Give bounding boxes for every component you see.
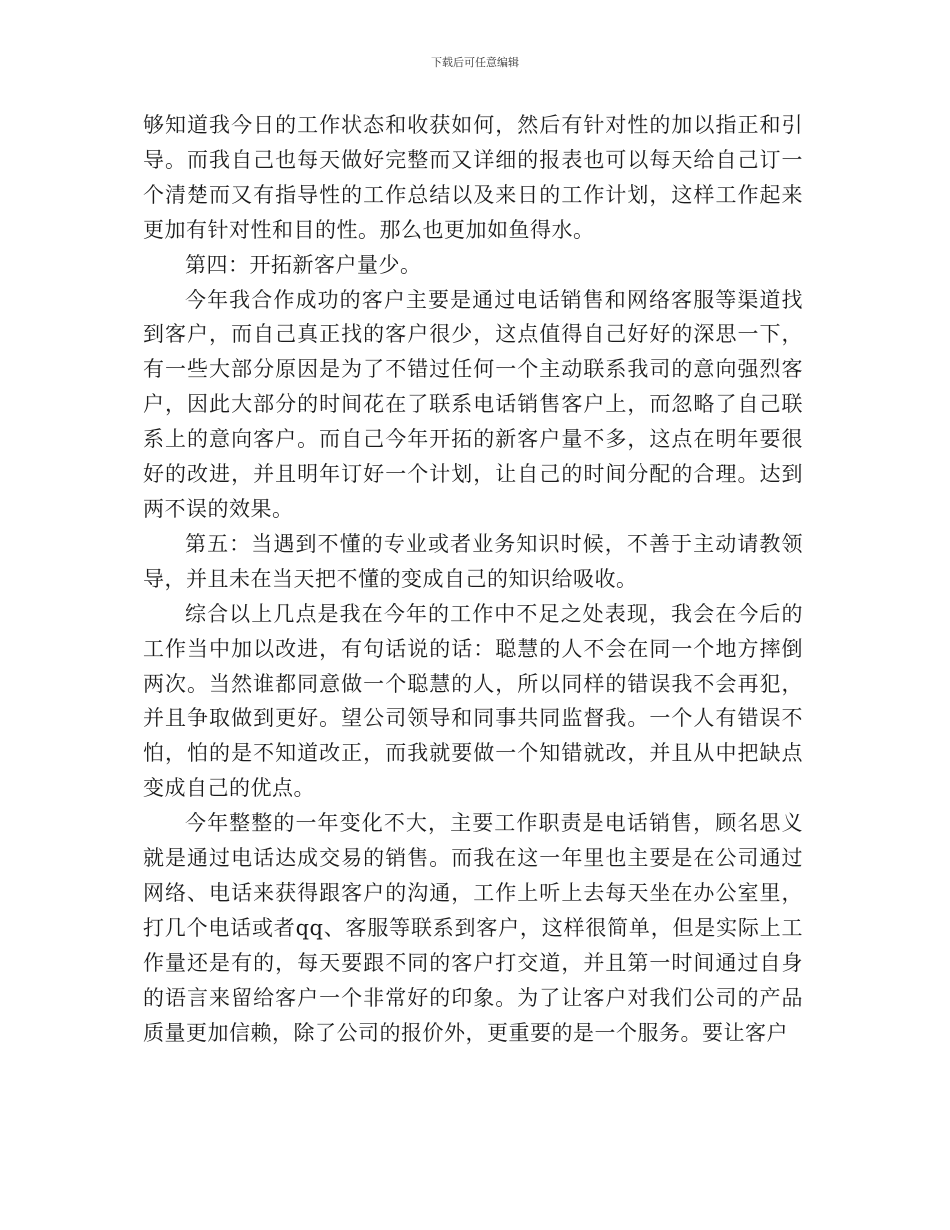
paragraph-6: 今年整整的一年变化不大，主要工作职责是电话销售，顾名思义就是通过电话达成交易的销售。而我在这一年里也主要是在公司通过网络、电话来获得跟客户的沟通，工作上听上去每天坐在办公室里，打几个电话或者qq、客服等联系到客户，这样很简单，但是实际上工作量还是有的，每天要跟不同的客户打交道，并且第一时间通过自身的语言来留给客户一个非常好的印象。为了让客户对我们公司的产品质量更加信赖，除了公司的报价外，更重要的是一个服务。要让客户 [143, 811, 803, 1045]
paragraph-5: 综合以上几点是我在今年的工作中不足之处表现，我会在今后的工作当中加以改进，有句话说的话：聪慧的人不会在同一个地方摔倒两次。当然谁都同意做一个聪慧的人，所以同样的错误我不会再犯，并且争取做到更好。望公司领导和同事共同监督我。一个人有错误不怕，怕的是不知道改正，而我就要做一个知错就改，并且从中把缺点变成自己的优点。 [143, 601, 803, 801]
paragraph-1: 够知道我今日的工作状态和收获如何，然后有针对性的加以指正和引导。而我自己也每天做好完整而又详细的报表也可以每天给自己订一个清楚而又有指导性的工作总结以及来日的工作计划，这样工作起来更加有针对性和目的性。那么也更加如鱼得水。 [143, 113, 803, 242]
paragraph-4: 第五：当遇到不懂的专业或者业务知识时候，不善于主动请教领导，并且未在当天把不懂的变成自己的知识给吸收。 [143, 531, 803, 591]
paragraph-3: 今年我合作成功的客户主要是通过电话销售和网络客服等渠道找到客户，而自己真正找的客户很少，这点值得自己好好的深思一下，有一些大部分原因是为了不错过任何一个主动联系我司的意向强烈客户，因此大部分的时间花在了联系电话销售客户上，而忽略了自己联系上的意向客户。而自己今年开拓的新客户量不多，这点在明年要很好的改进，并且明年订好一个计划，让自己的时间分配的合理。达到两不误的效果。 [143, 287, 803, 521]
paragraph-2: 第四：开拓新客户量少。 [185, 252, 422, 277]
page-header: 下载后可任意编辑 [431, 56, 519, 69]
document-body [143, 108, 803, 1050]
